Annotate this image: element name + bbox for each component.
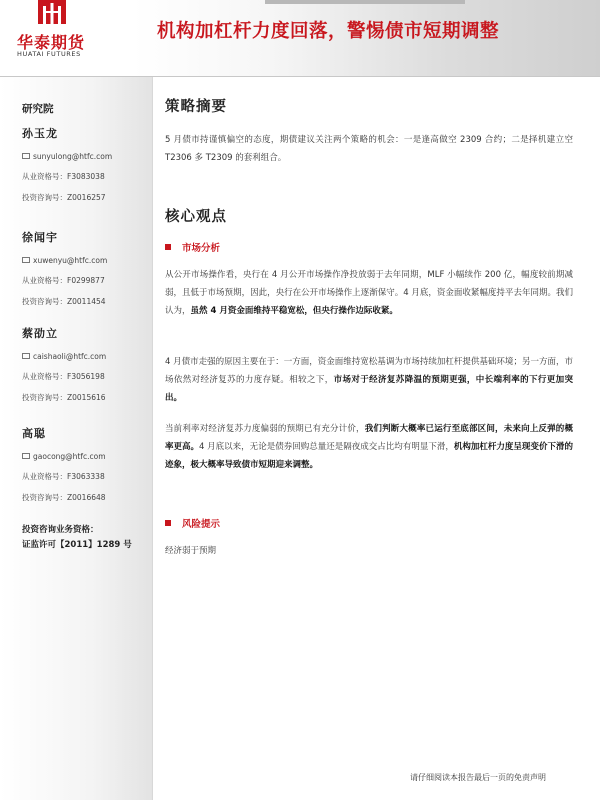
analyst-card [22, 229, 147, 307]
analyst-card [22, 425, 147, 503]
license-info [22, 523, 132, 553]
market-analysis-heading: 市场分析 [165, 240, 220, 254]
department-label: 研究院 [22, 103, 54, 115]
logo-chinese-name: 华泰期货 [17, 33, 86, 52]
analyst-email[interactable]: gaocong@htfc.com [22, 452, 147, 461]
analyst-advisor-number: 投资咨询号：Z0015616 [22, 393, 106, 402]
license-number: 证监许可【2011】1289 号 [22, 540, 132, 550]
analyst-name: 徐闻宇 [22, 231, 58, 244]
analyst-name: 高聪 [22, 427, 46, 440]
analyst-qualification: 从业资格号：F3083038 [22, 172, 105, 181]
analysis-paragraph-1: 从公开市场操作看，央行在 4 月公开市场操作净投放弱于去年同期，MLF 小幅续作 200 亿，幅度较前期减弱，且低于市场预期，因此，央行在公开市场操作上逐渐保守。4 月底，资金面收紧幅度持平去年同期。我们认为，虽然 4 月资金面维持平稳宽松，但央行操作边际收紧。 [165, 270, 573, 316]
risk-text: 经济弱于预期 [165, 546, 217, 556]
strategy-summary: 5 月债市持谨慎偏空的态度，期债建议关注两个策略的机会：一是逢高做空 2309 合约；二是择机建立空 T2306 多 T2309 的套利组合。 [165, 135, 573, 163]
analyst-qualification: 从业资格号：F0299877 [22, 276, 105, 285]
analysis-paragraph-2: 4 月债市走强的原因主要在于：一方面，资金面维持宽松基调为市场持续加杠杆提供基础环境；另一方面，市场依然对经济复苏的力度存疑。相较之下，市场对于经济复苏降温的预期更强，中长端利率的下行更加突出。 [165, 357, 573, 403]
bullet-square-icon [165, 520, 171, 526]
mail-icon [22, 353, 30, 359]
analyst-advisor-number: 投资咨询号：Z0016648 [22, 493, 106, 502]
analyst-qualification: 从业资格号：F3056198 [22, 372, 105, 381]
license-label: 投资咨询业务资格： [22, 525, 99, 535]
analyst-card [22, 125, 147, 203]
disclaimer-note: 请仔细阅读本报告最后一页的免责声明 [410, 773, 546, 782]
analyst-email[interactable]: caishaoli@htfc.com [22, 352, 147, 361]
analyst-advisor-number: 投资咨询号：Z0011454 [22, 297, 106, 306]
analyst-email[interactable]: sunyulong@htfc.com [22, 152, 147, 161]
bullet-square-icon [165, 244, 171, 250]
analyst-qualification: 从业资格号：F3063338 [22, 472, 105, 481]
report-title: 机构加杠杆力度回落，警惕债市短期调整 [157, 21, 500, 42]
huatai-logo-icon [38, 0, 66, 24]
mail-icon [22, 453, 30, 459]
analyst-sidebar [0, 77, 153, 800]
risk-heading: 风险提示 [165, 516, 220, 530]
analyst-card [22, 325, 147, 403]
analyst-email[interactable]: xuwenyu@htfc.com [22, 256, 147, 265]
logo-english-name: HUATAI FUTURES [17, 50, 81, 58]
analyst-name: 蔡劭立 [22, 327, 58, 340]
mail-icon [22, 153, 30, 159]
header-top-strip [265, 0, 465, 4]
report-header [0, 0, 600, 77]
analyst-name: 孙玉龙 [22, 127, 58, 140]
analyst-advisor-number: 投资咨询号：Z0016257 [22, 193, 106, 202]
core-views-heading: 核心观点 [165, 209, 227, 225]
mail-icon [22, 257, 30, 263]
analysis-paragraph-3: 当前利率对经济复苏力度偏弱的预期已有充分计价，我们判断大概率已运行至底部区间，未来向上反弹的概率更高。4 月底以来，无论是债券回购总量还是隔夜成交占比均有明显下滑，机构加杠杆力度呈现变价下滑的迹象，极大概率导致债市短期迎来调整。 [165, 424, 573, 470]
strategy-heading: 策略摘要 [165, 99, 227, 115]
